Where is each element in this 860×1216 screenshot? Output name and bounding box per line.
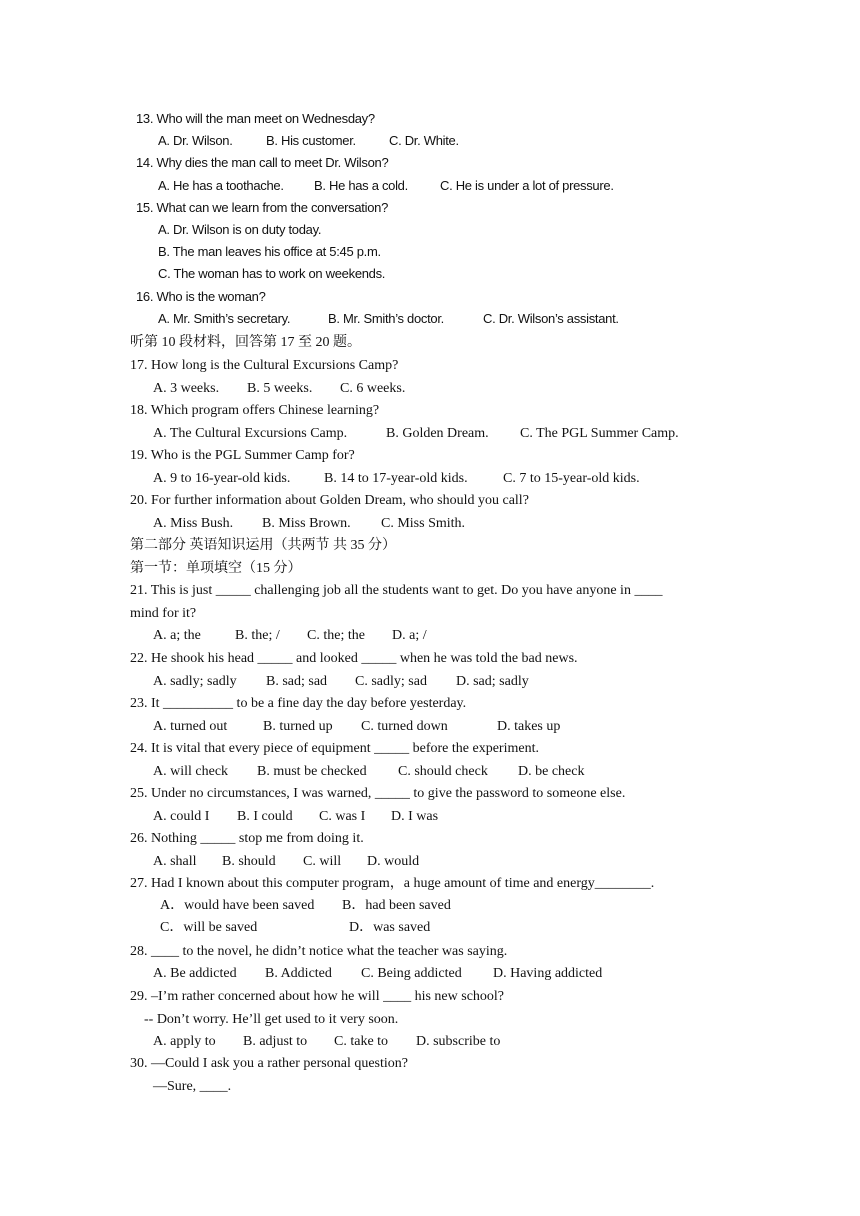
- section-10-instruction: 听第 10 段材料，回答第 17 至 20 题。: [130, 335, 361, 350]
- question-23-options: [153, 718, 560, 736]
- option-d: D. would: [367, 854, 420, 869]
- question-18-stem: 18. Which program offers Chinese learning?: [130, 403, 380, 418]
- question-26-stem: 26. Nothing _____ stop me from doing it.: [130, 831, 364, 846]
- option-a: A. could I: [153, 809, 210, 824]
- option-c: C. will: [303, 854, 342, 869]
- option-c: C. Miss Smith.: [381, 516, 466, 531]
- question-19-options: [153, 470, 640, 488]
- question-15-option-c: C. The woman has to work on weekends.: [158, 266, 386, 281]
- question-25-stem: 25. Under no circumstances, I was warned, _____ to give the password to someone else.: [130, 786, 626, 801]
- question-21-stem-cont: mind for it?: [130, 606, 197, 621]
- question-25-options: [153, 808, 438, 826]
- question-16-options: [158, 310, 619, 328]
- option-b: B. adjust to: [243, 1034, 308, 1049]
- option-a: A．would have been saved: [160, 898, 315, 913]
- option-c: C. The PGL Summer Camp.: [520, 426, 679, 441]
- question-21-stem: 21. This is just _____ challenging job all the students want to get. Do you have anyone in ____: [130, 583, 663, 598]
- option-a: A. sadly; sadly: [153, 674, 237, 689]
- option-c: C. turned down: [361, 719, 448, 734]
- option-c: C. the; the: [307, 628, 365, 643]
- option-b: B. He has a cold.: [314, 178, 408, 193]
- question-29-reply: -- Don’t worry. He’ll get used to it very soon.: [144, 1012, 399, 1027]
- option-b: B. 5 weeks.: [247, 381, 313, 396]
- option-d: D．was saved: [349, 920, 431, 935]
- option-c: C．will be saved: [160, 920, 258, 935]
- option-b: B. must be checked: [257, 764, 367, 779]
- question-16-stem: 16. Who is the woman?: [136, 289, 266, 304]
- option-c: C. was I: [319, 809, 366, 824]
- question-30-reply: —Sure, ____.: [153, 1079, 232, 1094]
- option-b: B. the; /: [235, 628, 280, 643]
- question-18-options: [153, 425, 679, 443]
- question-29-stem: 29. –I’m rather concerned about how he will ____ his new school?: [130, 989, 505, 1004]
- question-30-stem: 30. —Could I ask you a rather personal question?: [130, 1056, 408, 1071]
- option-b: B. His customer.: [266, 133, 356, 148]
- question-26-options: [153, 853, 419, 871]
- option-a: A. Mr. Smith’s secretary.: [158, 311, 291, 326]
- option-a: A. He has a toothache.: [158, 178, 284, 193]
- option-b: B. sad; sad: [266, 674, 328, 689]
- question-27-options-row1: [160, 897, 451, 915]
- option-d: D. Having addicted: [493, 966, 603, 981]
- question-14-stem: 14. Why dies the man call to meet Dr. Wilson?: [136, 155, 389, 170]
- question-21-options: [153, 627, 427, 645]
- question-15-stem: 15. What can we learn from the conversation?: [136, 200, 388, 215]
- question-14-options: [158, 177, 614, 195]
- question-24-stem: 24. It is vital that every piece of equipment _____ before the experiment.: [130, 741, 539, 756]
- question-17-options: [153, 380, 405, 398]
- option-b: B. 14 to 17-year-old kids.: [324, 471, 468, 486]
- option-d: D. a; /: [392, 628, 427, 643]
- option-c: C. should check: [398, 764, 488, 779]
- question-22-stem: 22. He shook his head _____ and looked _____ when he was told the bad news.: [130, 651, 578, 666]
- option-c: C. take to: [334, 1034, 389, 1049]
- question-13-stem: 13. Who will the man meet on Wednesday?: [136, 111, 375, 126]
- option-b: B. turned up: [263, 719, 333, 734]
- question-15-option-b: B. The man leaves his office at 5:45 p.m.: [158, 244, 381, 259]
- option-a: A. Miss Bush.: [153, 516, 234, 531]
- option-c: C. Dr. White.: [389, 133, 459, 148]
- option-b: B. Addicted: [265, 966, 332, 981]
- question-23-stem: 23. It __________ to be a fine day the day before yesterday.: [130, 696, 467, 711]
- option-d: D. sad; sadly: [456, 674, 529, 689]
- option-a: A. will check: [153, 764, 229, 779]
- option-d: D. takes up: [497, 719, 561, 734]
- question-27-options-row2: [160, 919, 430, 937]
- option-c: C. sadly; sad: [355, 674, 427, 689]
- question-19-stem: 19. Who is the PGL Summer Camp for?: [130, 448, 355, 463]
- option-a: A. a; the: [153, 628, 201, 643]
- question-24-options: [153, 763, 584, 781]
- option-a: A. turned out: [153, 719, 228, 734]
- option-c: C. Dr. Wilson’s assistant.: [483, 311, 619, 326]
- question-27-stem: 27. Had I known about this computer program，a huge amount of time and energy________.: [130, 876, 655, 891]
- question-29-options: [153, 1033, 500, 1051]
- option-c: C. 7 to 15-year-old kids.: [503, 471, 640, 486]
- question-20-stem: 20. For further information about Golden Dream, who should you call?: [130, 493, 529, 508]
- option-d: D. subscribe to: [416, 1034, 501, 1049]
- question-15-option-a: A. Dr. Wilson is on duty today.: [158, 222, 322, 237]
- option-c: C. He is under a lot of pressure.: [440, 178, 614, 193]
- option-d: D. I was: [391, 809, 439, 824]
- option-c: C. 6 weeks.: [340, 381, 406, 396]
- option-b: B. Mr. Smith’s doctor.: [328, 311, 444, 326]
- option-b: B．had been saved: [342, 898, 451, 913]
- option-d: D. be check: [518, 764, 585, 779]
- option-c: C. Being addicted: [361, 966, 462, 981]
- option-b: B. Golden Dream.: [386, 426, 489, 441]
- option-a: A. Dr. Wilson.: [158, 133, 233, 148]
- section-1-heading: 第一节：单项填空（15 分）: [130, 561, 302, 576]
- question-28-stem: 28. ____ to the novel, he didn’t notice what the teacher was saying.: [130, 944, 508, 959]
- part-2-heading: 第二部分 英语知识运用（共两节 共 35 分）: [130, 538, 396, 553]
- option-a: A. shall: [153, 854, 197, 869]
- question-13-options: [158, 132, 459, 150]
- option-a: A. The Cultural Excursions Camp.: [153, 426, 348, 441]
- question-28-options: [153, 965, 602, 983]
- option-b: B. I could: [237, 809, 293, 824]
- option-a: A. 9 to 16-year-old kids.: [153, 471, 291, 486]
- question-20-options: [153, 515, 465, 533]
- option-a: A. 3 weeks.: [153, 381, 220, 396]
- option-a: A. Be addicted: [153, 966, 237, 981]
- question-17-stem: 17. How long is the Cultural Excursions Camp?: [130, 358, 399, 373]
- option-a: A. apply to: [153, 1034, 216, 1049]
- question-22-options: [153, 673, 529, 691]
- option-b: B. should: [222, 854, 276, 869]
- option-b: B. Miss Brown.: [262, 516, 351, 531]
